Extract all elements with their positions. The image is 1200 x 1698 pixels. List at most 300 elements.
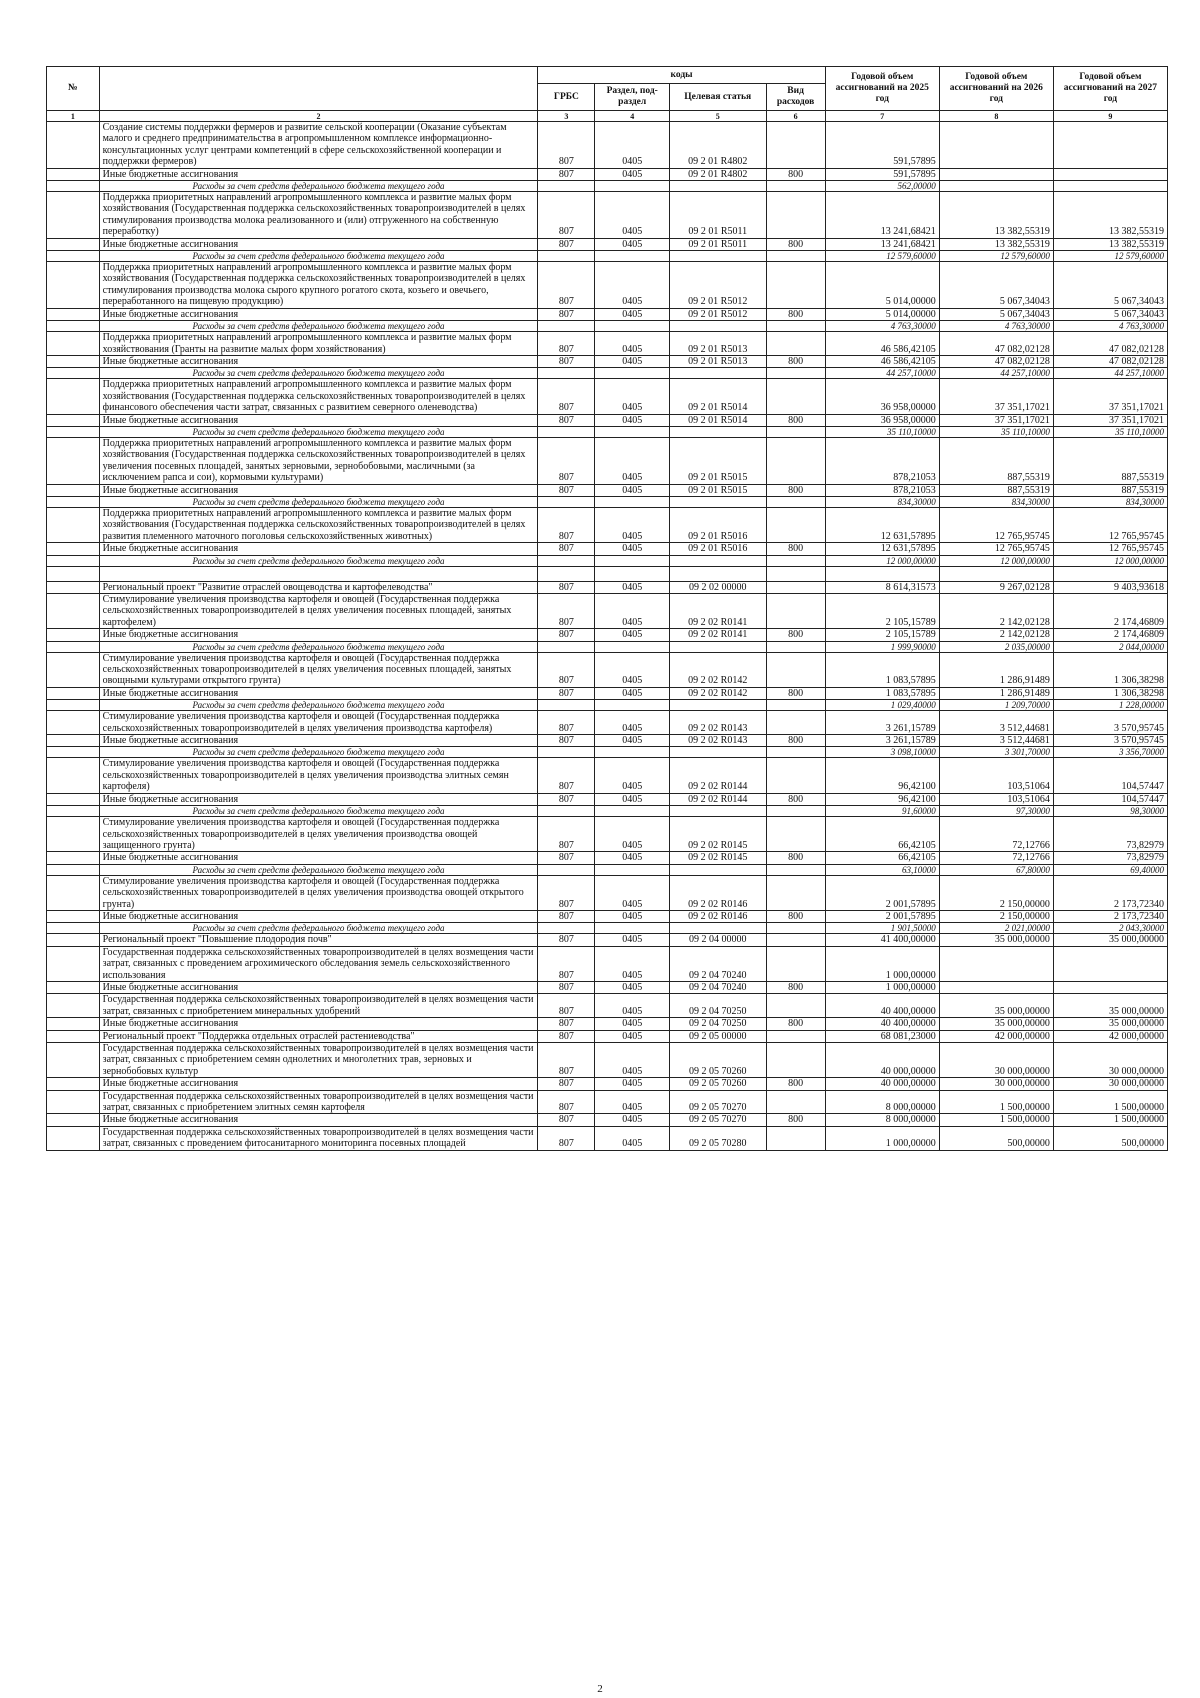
grbs-cell: 807 xyxy=(538,262,595,309)
kind-cell xyxy=(766,321,825,332)
amount-2027-cell: 37 351,17021 xyxy=(1053,414,1167,426)
name-cell: Государственная поддержка сельскохозяйственных товаропроизводителей в целях возмещения части затрат, связанных с проведением агрохимического обследования земель сельскохозяйственного использования xyxy=(99,946,538,981)
header-2025: Годовой объем ассигнований на 2025 год xyxy=(825,67,939,111)
page-number: 2 xyxy=(597,1683,603,1695)
amount-2027-cell: 500,00000 xyxy=(1053,1126,1167,1150)
section-cell: 0405 xyxy=(595,946,670,981)
allocation-row xyxy=(47,1078,1168,1090)
federal-budget-row xyxy=(47,426,1168,437)
grbs-cell: 807 xyxy=(538,1030,595,1042)
target-cell: 09 2 01 R5012 xyxy=(669,308,766,320)
table-row xyxy=(47,437,1168,484)
num-cell xyxy=(47,758,100,793)
grbs-cell xyxy=(538,251,595,262)
header-name xyxy=(99,67,538,111)
budget-table-sheet xyxy=(46,66,1168,1151)
kind-cell xyxy=(766,192,825,239)
table-row xyxy=(47,817,1168,852)
grbs-cell: 807 xyxy=(538,981,595,993)
amount-2025-cell: 1 083,57895 xyxy=(825,652,939,687)
kind-cell: 800 xyxy=(766,484,825,496)
target-cell: 09 2 04 70240 xyxy=(669,946,766,981)
section-cell: 0405 xyxy=(595,543,670,555)
grbs-cell: 807 xyxy=(538,1018,595,1030)
kind-cell xyxy=(766,122,825,169)
amount-2025-cell: 96,42100 xyxy=(825,793,939,805)
target-cell: 09 2 02 R0145 xyxy=(669,817,766,852)
name-cell: Иные бюджетные ассигнования xyxy=(99,238,538,250)
kind-cell xyxy=(766,581,825,593)
section-cell: 0405 xyxy=(595,484,670,496)
num-cell xyxy=(47,355,100,367)
amount-2026-cell: 4 763,30000 xyxy=(939,321,1053,332)
table-row xyxy=(47,1043,1168,1078)
kind-cell xyxy=(766,875,825,910)
amount-2027-cell: 35 000,00000 xyxy=(1053,1018,1167,1030)
table-row xyxy=(47,994,1168,1018)
kind-cell: 800 xyxy=(766,355,825,367)
section-cell: 0405 xyxy=(595,981,670,993)
amount-2025-cell: 8 000,00000 xyxy=(825,1090,939,1114)
amount-2025-cell: 834,30000 xyxy=(825,496,939,507)
amount-2027-cell: 12 765,95745 xyxy=(1053,507,1167,542)
amount-2026-cell: 3 512,44681 xyxy=(939,711,1053,735)
empty-cell xyxy=(1053,566,1167,581)
amount-2026-cell: 2 150,00000 xyxy=(939,910,1053,922)
target-cell: 09 2 01 R5014 xyxy=(669,379,766,414)
section-cell: 0405 xyxy=(595,910,670,922)
amount-2027-cell: 3 570,95745 xyxy=(1053,711,1167,735)
num-cell xyxy=(47,426,100,437)
num-cell xyxy=(47,555,100,566)
amount-2027-cell: 13 382,55319 xyxy=(1053,238,1167,250)
name-cell: Поддержка приоритетных направлений агропромышленного комплекса и развитие малых форм хозяйствования (Государственная поддержка сельскохозяйственных товаропроизводителей в целях финансового обеспечения части затрат, связанных с развитием северного оленеводства) xyxy=(99,379,538,414)
section-cell xyxy=(595,747,670,758)
target-cell xyxy=(669,555,766,566)
section-cell: 0405 xyxy=(595,852,670,864)
amount-2027-cell: 73,82979 xyxy=(1053,817,1167,852)
kind-cell xyxy=(766,817,825,852)
kind-cell: 800 xyxy=(766,735,825,747)
name-cell: Поддержка приоритетных направлений агропромышленного комплекса и развитие малых форм хозяйствования (Гранты на развитие малых форм хозяйствования) xyxy=(99,332,538,356)
num-cell xyxy=(47,1090,100,1114)
federal-budget-row xyxy=(47,700,1168,711)
name-cell: Иные бюджетные ассигнования xyxy=(99,852,538,864)
allocation-row xyxy=(47,308,1168,320)
column-number: 5 xyxy=(669,111,766,122)
target-cell: 09 2 01 R5015 xyxy=(669,484,766,496)
num-cell xyxy=(47,238,100,250)
allocation-row xyxy=(47,981,1168,993)
amount-2025-cell: 591,57895 xyxy=(825,168,939,180)
name-cell: Стимулирование увеличения производства картофеля и овощей (Государственная поддержка сельскохозяйственных товаропроизводителей в целях увеличения производства овощей открытого грунта) xyxy=(99,875,538,910)
kind-cell xyxy=(766,251,825,262)
amount-2026-cell: 72,12766 xyxy=(939,852,1053,864)
name-cell: Стимулирование увеличения производства картофеля и овощей (Государственная поддержка сельскохозяйственных товаропроизводителей в целях увеличения производства овощей защищенного грунта) xyxy=(99,817,538,852)
kind-cell xyxy=(766,1090,825,1114)
amount-2025-cell: 41 400,00000 xyxy=(825,934,939,946)
amount-2026-cell: 103,51064 xyxy=(939,793,1053,805)
kind-cell xyxy=(766,1043,825,1078)
federal-budget-row xyxy=(47,641,1168,652)
kind-cell xyxy=(766,700,825,711)
amount-2025-cell: 1 901,50000 xyxy=(825,923,939,934)
section-cell xyxy=(595,181,670,192)
name-cell: Региональный проект "Поддержка отдельных отраслей растениеводства" xyxy=(99,1030,538,1042)
target-cell: 09 2 02 R0143 xyxy=(669,711,766,735)
header-kind: Вид расходов xyxy=(766,84,825,111)
amount-2027-cell: 98,30000 xyxy=(1053,806,1167,817)
target-cell xyxy=(669,181,766,192)
name-cell: Иные бюджетные ассигнования xyxy=(99,910,538,922)
name-cell: Расходы за счет средств федерального бюджета текущего года xyxy=(99,806,538,817)
amount-2026-cell: 72,12766 xyxy=(939,817,1053,852)
header-target: Целевая статья xyxy=(669,84,766,111)
name-cell: Стимулирование увеличения производства картофеля и овощей (Государственная поддержка сельскохозяйственных товаропроизводителей в целях увеличения производства картофеля) xyxy=(99,711,538,735)
num-cell xyxy=(47,629,100,641)
grbs-cell: 807 xyxy=(538,238,595,250)
amount-2027-cell xyxy=(1053,168,1167,180)
grbs-cell: 807 xyxy=(538,355,595,367)
column-number: 1 xyxy=(47,111,100,122)
target-cell: 09 2 05 70260 xyxy=(669,1078,766,1090)
grbs-cell xyxy=(538,641,595,652)
amount-2026-cell: 9 267,02128 xyxy=(939,581,1053,593)
amount-2026-cell: 97,30000 xyxy=(939,806,1053,817)
section-cell xyxy=(595,496,670,507)
target-cell: 09 2 02 R0146 xyxy=(669,910,766,922)
grbs-cell xyxy=(538,864,595,875)
amount-2025-cell: 40 400,00000 xyxy=(825,994,939,1018)
amount-2026-cell: 2 142,02128 xyxy=(939,629,1053,641)
section-cell: 0405 xyxy=(595,994,670,1018)
table-row xyxy=(47,507,1168,542)
amount-2027-cell: 104,57447 xyxy=(1053,758,1167,793)
target-cell: 09 2 05 70270 xyxy=(669,1114,766,1126)
project-row xyxy=(47,934,1168,946)
amount-2027-cell: 69,40000 xyxy=(1053,864,1167,875)
amount-2025-cell: 3 098,10000 xyxy=(825,747,939,758)
kind-cell: 800 xyxy=(766,910,825,922)
amount-2027-cell: 2 173,72340 xyxy=(1053,910,1167,922)
num-cell xyxy=(47,321,100,332)
num-cell xyxy=(47,875,100,910)
grbs-cell xyxy=(538,181,595,192)
amount-2026-cell: 103,51064 xyxy=(939,758,1053,793)
section-cell: 0405 xyxy=(595,793,670,805)
column-number: 7 xyxy=(825,111,939,122)
amount-2027-cell xyxy=(1053,946,1167,981)
table-row xyxy=(47,875,1168,910)
project-row xyxy=(47,581,1168,593)
allocation-row xyxy=(47,1114,1168,1126)
federal-budget-row xyxy=(47,368,1168,379)
amount-2025-cell: 66,42105 xyxy=(825,817,939,852)
amount-2026-cell: 37 351,17021 xyxy=(939,414,1053,426)
amount-2026-cell: 12 579,60000 xyxy=(939,251,1053,262)
kind-cell xyxy=(766,806,825,817)
column-number: 9 xyxy=(1053,111,1167,122)
amount-2025-cell: 40 000,00000 xyxy=(825,1078,939,1090)
kind-cell xyxy=(766,758,825,793)
kind-cell xyxy=(766,368,825,379)
amount-2025-cell: 13 241,68421 xyxy=(825,238,939,250)
target-cell: 09 2 04 70250 xyxy=(669,1018,766,1030)
amount-2027-cell: 1 306,38298 xyxy=(1053,687,1167,699)
num-cell xyxy=(47,806,100,817)
num-cell xyxy=(47,594,100,629)
section-cell xyxy=(595,923,670,934)
name-cell: Иные бюджетные ассигнования xyxy=(99,1114,538,1126)
table-row xyxy=(47,379,1168,414)
num-cell xyxy=(47,1126,100,1150)
target-cell xyxy=(669,641,766,652)
column-number: 2 xyxy=(99,111,538,122)
target-cell: 09 2 02 R0141 xyxy=(669,629,766,641)
section-cell: 0405 xyxy=(595,1018,670,1030)
kind-cell xyxy=(766,332,825,356)
grbs-cell: 807 xyxy=(538,758,595,793)
section-cell xyxy=(595,864,670,875)
target-cell: 09 2 02 R0142 xyxy=(669,652,766,687)
name-cell: Расходы за счет средств федерального бюджета текущего года xyxy=(99,923,538,934)
amount-2026-cell xyxy=(939,181,1053,192)
section-cell: 0405 xyxy=(595,1043,670,1078)
kind-cell xyxy=(766,1126,825,1150)
amount-2025-cell: 12 631,57895 xyxy=(825,507,939,542)
kind-cell: 800 xyxy=(766,414,825,426)
section-cell: 0405 xyxy=(595,687,670,699)
grbs-cell: 807 xyxy=(538,507,595,542)
table-row xyxy=(47,1090,1168,1114)
kind-cell: 800 xyxy=(766,238,825,250)
section-cell: 0405 xyxy=(595,581,670,593)
amount-2027-cell: 47 082,02128 xyxy=(1053,355,1167,367)
amount-2025-cell: 35 110,10000 xyxy=(825,426,939,437)
grbs-cell: 807 xyxy=(538,308,595,320)
kind-cell: 800 xyxy=(766,543,825,555)
amount-2026-cell: 2 021,00000 xyxy=(939,923,1053,934)
num-cell xyxy=(47,437,100,484)
empty-cell xyxy=(766,566,825,581)
amount-2026-cell: 500,00000 xyxy=(939,1126,1053,1150)
num-cell xyxy=(47,379,100,414)
amount-2025-cell: 36 958,00000 xyxy=(825,379,939,414)
num-cell xyxy=(47,368,100,379)
column-number: 3 xyxy=(538,111,595,122)
spacer-row xyxy=(47,566,1168,581)
allocation-row xyxy=(47,543,1168,555)
grbs-cell xyxy=(538,496,595,507)
grbs-cell: 807 xyxy=(538,910,595,922)
target-cell: 09 2 01 R5014 xyxy=(669,414,766,426)
section-cell xyxy=(595,700,670,711)
column-number: 6 xyxy=(766,111,825,122)
amount-2025-cell: 591,57895 xyxy=(825,122,939,169)
empty-cell xyxy=(99,566,538,581)
grbs-cell: 807 xyxy=(538,379,595,414)
target-cell: 09 2 02 R0141 xyxy=(669,594,766,629)
target-cell: 09 2 05 70280 xyxy=(669,1126,766,1150)
amount-2026-cell: 1 500,00000 xyxy=(939,1114,1053,1126)
amount-2025-cell: 12 579,60000 xyxy=(825,251,939,262)
amount-2027-cell: 12 579,60000 xyxy=(1053,251,1167,262)
kind-cell: 800 xyxy=(766,981,825,993)
num-cell xyxy=(47,168,100,180)
kind-cell: 800 xyxy=(766,1114,825,1126)
name-cell: Иные бюджетные ассигнования xyxy=(99,308,538,320)
table-row xyxy=(47,594,1168,629)
num-cell xyxy=(47,496,100,507)
federal-budget-row xyxy=(47,181,1168,192)
kind-cell: 800 xyxy=(766,308,825,320)
amount-2025-cell: 66,42105 xyxy=(825,852,939,864)
name-cell: Расходы за счет средств федерального бюджета текущего года xyxy=(99,864,538,875)
amount-2027-cell: 3 356,70000 xyxy=(1053,747,1167,758)
name-cell: Иные бюджетные ассигнования xyxy=(99,629,538,641)
amount-2025-cell: 2 001,57895 xyxy=(825,875,939,910)
amount-2026-cell: 1 209,70000 xyxy=(939,700,1053,711)
target-cell: 09 2 04 70250 xyxy=(669,994,766,1018)
budget-table xyxy=(46,66,1168,1151)
federal-budget-row xyxy=(47,555,1168,566)
allocation-row xyxy=(47,414,1168,426)
amount-2027-cell xyxy=(1053,181,1167,192)
section-cell: 0405 xyxy=(595,507,670,542)
kind-cell xyxy=(766,864,825,875)
name-cell: Стимулирование увеличения производства картофеля и овощей (Государственная поддержка сельскохозяйственных товаропроизводителей в целях увеличения посевных площадей, занятых картофелем) xyxy=(99,594,538,629)
name-cell: Иные бюджетные ассигнования xyxy=(99,1018,538,1030)
name-cell: Поддержка приоритетных направлений агропромышленного комплекса и развитие малых форм хозяйствования (Государственная поддержка сельскохозяйственных товаропроизводителей в целях стимулирования производства молока реализованного и (или) отгруженного на собственную переработку) xyxy=(99,192,538,239)
name-cell: Расходы за счет средств федерального бюджета текущего года xyxy=(99,426,538,437)
grbs-cell: 807 xyxy=(538,1078,595,1090)
amount-2026-cell: 1 286,91489 xyxy=(939,687,1053,699)
empty-cell xyxy=(939,566,1053,581)
table-row xyxy=(47,262,1168,309)
amount-2027-cell: 30 000,00000 xyxy=(1053,1043,1167,1078)
grbs-cell: 807 xyxy=(538,817,595,852)
amount-2026-cell xyxy=(939,981,1053,993)
num-cell xyxy=(47,641,100,652)
num-cell xyxy=(47,1043,100,1078)
grbs-cell: 807 xyxy=(538,711,595,735)
name-cell: Расходы за счет средств федерального бюджета текущего года xyxy=(99,747,538,758)
kind-cell: 800 xyxy=(766,1078,825,1090)
target-cell: 09 2 01 R4802 xyxy=(669,168,766,180)
num-cell xyxy=(47,332,100,356)
target-cell xyxy=(669,864,766,875)
name-cell: Государственная поддержка сельскохозяйственных товаропроизводителей в целях возмещения части затрат, связанных с приобретением минеральных удобрений xyxy=(99,994,538,1018)
section-cell: 0405 xyxy=(595,594,670,629)
allocation-row xyxy=(47,793,1168,805)
section-cell xyxy=(595,251,670,262)
amount-2025-cell: 5 014,00000 xyxy=(825,262,939,309)
table-row xyxy=(47,946,1168,981)
name-cell: Расходы за счет средств федерального бюджета текущего года xyxy=(99,368,538,379)
federal-budget-row xyxy=(47,806,1168,817)
kind-cell: 800 xyxy=(766,687,825,699)
grbs-cell xyxy=(538,426,595,437)
column-number: 4 xyxy=(595,111,670,122)
amount-2026-cell: 2 150,00000 xyxy=(939,875,1053,910)
amount-2026-cell: 30 000,00000 xyxy=(939,1078,1053,1090)
kind-cell xyxy=(766,507,825,542)
table-row xyxy=(47,1126,1168,1150)
amount-2027-cell: 4 763,30000 xyxy=(1053,321,1167,332)
kind-cell xyxy=(766,994,825,1018)
amount-2026-cell: 47 082,02128 xyxy=(939,355,1053,367)
grbs-cell: 807 xyxy=(538,1090,595,1114)
allocation-row xyxy=(47,168,1168,180)
amount-2026-cell: 5 067,34043 xyxy=(939,262,1053,309)
num-cell xyxy=(47,1114,100,1126)
num-cell xyxy=(47,1078,100,1090)
header-2026: Годовой объем ассигнований на 2026 год xyxy=(939,67,1053,111)
amount-2025-cell: 4 763,30000 xyxy=(825,321,939,332)
target-cell: 09 2 02 R0143 xyxy=(669,735,766,747)
grbs-cell: 807 xyxy=(538,652,595,687)
project-row xyxy=(47,1030,1168,1042)
amount-2027-cell: 5 067,34043 xyxy=(1053,308,1167,320)
amount-2025-cell: 878,21053 xyxy=(825,437,939,484)
allocation-row xyxy=(47,238,1168,250)
num-cell xyxy=(47,687,100,699)
amount-2025-cell: 8 000,00000 xyxy=(825,1114,939,1126)
name-cell: Государственная поддержка сельскохозяйственных товаропроизводителей в целях возмещения части затрат, связанных с приобретением семян однолетних и многолетних трав, зерновых и зернобобовых культур xyxy=(99,1043,538,1078)
amount-2025-cell: 1 000,00000 xyxy=(825,981,939,993)
grbs-cell xyxy=(538,555,595,566)
column-number-row xyxy=(47,111,1168,122)
name-cell: Иные бюджетные ассигнования xyxy=(99,735,538,747)
amount-2026-cell: 834,30000 xyxy=(939,496,1053,507)
amount-2027-cell: 1 228,00000 xyxy=(1053,700,1167,711)
name-cell: Поддержка приоритетных направлений агропромышленного комплекса и развитие малых форм хозяйствования (Государственная поддержка сельскохозяйственных товаропроизводителей в целях увеличения посевных площадей, занятых зерновыми, зернобобовыми, масличными (за исключением рапса и сои), кормовыми культурами) xyxy=(99,437,538,484)
amount-2025-cell: 8 614,31573 xyxy=(825,581,939,593)
section-cell xyxy=(595,641,670,652)
section-cell: 0405 xyxy=(595,1090,670,1114)
amount-2027-cell: 44 257,10000 xyxy=(1053,368,1167,379)
amount-2026-cell: 67,80000 xyxy=(939,864,1053,875)
amount-2027-cell: 2 043,30000 xyxy=(1053,923,1167,934)
section-cell: 0405 xyxy=(595,652,670,687)
kind-cell xyxy=(766,1030,825,1042)
grbs-cell: 807 xyxy=(538,484,595,496)
section-cell: 0405 xyxy=(595,379,670,414)
amount-2026-cell: 2 142,02128 xyxy=(939,594,1053,629)
name-cell: Расходы за счет средств федерального бюджета текущего года xyxy=(99,555,538,566)
grbs-cell: 807 xyxy=(538,168,595,180)
grbs-cell: 807 xyxy=(538,687,595,699)
name-cell: Региональный проект "Повышение плодородия почв" xyxy=(99,934,538,946)
num-cell xyxy=(47,793,100,805)
amount-2026-cell: 5 067,34043 xyxy=(939,308,1053,320)
amount-2027-cell: 887,55319 xyxy=(1053,437,1167,484)
target-cell: 09 2 01 R5016 xyxy=(669,543,766,555)
table-row xyxy=(47,758,1168,793)
amount-2027-cell xyxy=(1053,122,1167,169)
target-cell: 09 2 04 00000 xyxy=(669,934,766,946)
grbs-cell: 807 xyxy=(538,852,595,864)
num-cell xyxy=(47,946,100,981)
target-cell: 09 2 02 R0146 xyxy=(669,875,766,910)
num-cell xyxy=(47,994,100,1018)
kind-cell xyxy=(766,711,825,735)
grbs-cell: 807 xyxy=(538,875,595,910)
amount-2027-cell: 104,57447 xyxy=(1053,793,1167,805)
amount-2026-cell: 3 301,70000 xyxy=(939,747,1053,758)
target-cell: 09 2 02 R0144 xyxy=(669,793,766,805)
num-cell xyxy=(47,735,100,747)
